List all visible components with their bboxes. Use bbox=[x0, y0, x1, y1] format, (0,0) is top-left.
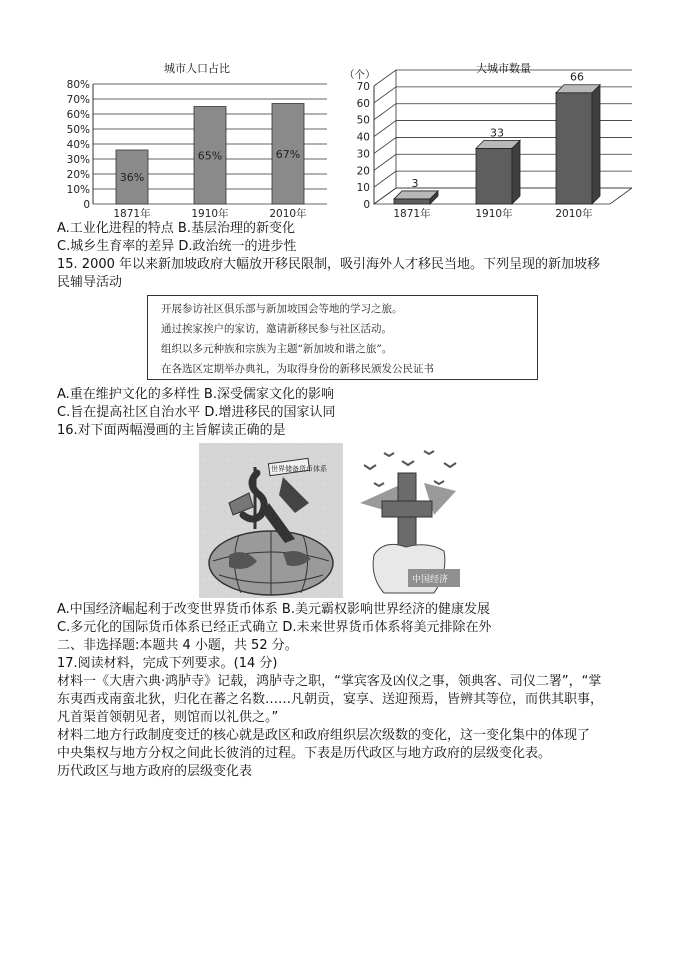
chart1-title: 城市人口占比 bbox=[164, 62, 230, 75]
y-tick-label: 70 bbox=[356, 81, 370, 93]
q17-stem: 17.阅读材料，完成下列要求。(14 分) bbox=[57, 656, 278, 671]
y-tick-label: 10 bbox=[356, 182, 370, 195]
q14-option-ab: A.工业化进程的特点 B.基层治理的新变化 bbox=[57, 221, 295, 236]
y-tick-label: 0 bbox=[83, 199, 90, 211]
q15-box-line: 通过挨家挨户的家访，邀请新移民参与社区活动。 bbox=[161, 323, 392, 335]
y-tick-label: 30 bbox=[356, 148, 370, 161]
bar bbox=[476, 148, 512, 204]
q16-option-ab: A.中国经济崛起利于改变世界货币体系 B.美元霸权影响世界经济的健康发展 bbox=[57, 602, 490, 617]
cartoon-right-caption: 中国经济 bbox=[412, 575, 449, 585]
cartoon-china-economy bbox=[344, 443, 486, 598]
cartoon-dollar-hegemony bbox=[199, 443, 343, 598]
y-axis-unit: （个） bbox=[344, 69, 376, 81]
y-tick-label: 0 bbox=[363, 199, 370, 211]
q14-option-cd: C.城乡生育率的差异 D.政治统一的进步性 bbox=[57, 239, 297, 254]
bar-value-label: 3 bbox=[411, 176, 419, 190]
q17-material1-line: 东夷西戎南蛮北狄，归化在蕃之名数……凡朝贡，宴享、送迎预焉，皆辨其等位，而供其职事， bbox=[57, 692, 604, 707]
x-tick-label: 1871年 bbox=[393, 208, 431, 220]
bar-side bbox=[592, 85, 600, 204]
q16-stem: 16.对下面两幅漫画的主旨解读正确的是 bbox=[57, 423, 286, 438]
q17-material1-line: 材料一《大唐六典·鸿胪寺》记载，鸿胪寺之职，“掌宾客及凶仪之事，领典客、司仪二署”，“掌 bbox=[57, 674, 602, 689]
bar-value-label: 67% bbox=[275, 147, 301, 161]
chart2-title: 大城市数量 bbox=[476, 62, 531, 75]
bar-value-label: 66 bbox=[570, 70, 584, 84]
x-tick-label: 2010年 bbox=[269, 208, 307, 220]
y-tick-label: 20 bbox=[356, 165, 370, 178]
chart-city-population-share bbox=[55, 76, 335, 220]
bar-value-label: 33 bbox=[490, 126, 504, 140]
q15-stem-line2: 民辅导活动 bbox=[57, 275, 123, 290]
bar-value-label: 36% bbox=[119, 171, 145, 184]
x-tick-label: 2010年 bbox=[555, 208, 593, 220]
y-tick-label: 20% bbox=[66, 169, 90, 181]
x-tick-label: 1910年 bbox=[475, 208, 513, 220]
y-tick-label: 50% bbox=[66, 124, 90, 136]
bar-value-label: 65% bbox=[197, 149, 223, 163]
bar-top bbox=[394, 191, 438, 199]
y-tick-label: 40% bbox=[66, 139, 90, 151]
bar-top bbox=[476, 140, 520, 148]
y-tick-label: 40 bbox=[356, 131, 370, 144]
bar bbox=[394, 199, 430, 204]
q17-material1-line: 凡首渠首领朝见者，则馆而以礼供之。” bbox=[57, 710, 279, 725]
q15-stem-line1: 15. 2000 年以来新加坡政府大幅放开移民限制，吸引海外人才移民当地。下列呈现的新加坡移 bbox=[57, 257, 601, 272]
y-tick-label: 60 bbox=[356, 97, 370, 110]
bar bbox=[556, 93, 592, 204]
q15-option-cd: C.旨在提高社区自治水平 D.增进移民的国家认同 bbox=[57, 405, 336, 420]
q15-box-line: 组织以多元种族和宗族为主题“新加坡和谐之旅”。 bbox=[161, 343, 393, 355]
cartoon-left-caption: 世界储备货币体系 bbox=[271, 465, 327, 473]
q15-option-ab: A.重在维护文化的多样性 B.深受儒家文化的影响 bbox=[57, 387, 334, 402]
q17-material2-line: 中央集权与地方分权之间此长彼消的过程。下表是历代政区与地方政府的层级变化表。 bbox=[57, 746, 552, 761]
y-tick-label: 70% bbox=[66, 94, 90, 106]
x-tick-label: 1910年 bbox=[191, 208, 229, 220]
x-tick-label: 1871年 bbox=[113, 208, 151, 220]
q15-box-line: 开展参访社区俱乐部与新加坡国会等地的学习之旅。 bbox=[161, 303, 403, 315]
chart-big-city-count bbox=[342, 66, 632, 220]
q17-table-title: 历代政区与地方政府的层级变化表 bbox=[57, 764, 253, 779]
q15-activity-box bbox=[147, 295, 538, 380]
q15-box-line: 在各选区定期举办典礼，为取得身份的新移民颁发公民证书 bbox=[161, 363, 434, 375]
bar-top bbox=[556, 85, 600, 93]
y-tick-label: 50 bbox=[356, 114, 370, 127]
y-tick-label: 80% bbox=[66, 79, 90, 91]
gridline bbox=[374, 70, 632, 86]
y-tick-label: 30% bbox=[66, 154, 90, 166]
q17-material2-line: 材料二地方行政制度变迁的核心就是政区和政府组织层次级数的变化，这一变化集中的体现了 bbox=[57, 728, 591, 743]
bar-side bbox=[512, 140, 520, 204]
y-tick-label: 10% bbox=[66, 184, 90, 196]
section-heading: 二、非选择题:本题共 4 小题，共 52 分。 bbox=[57, 638, 298, 653]
q16-option-cd: C.多元化的国际货币体系已经正式确立 D.未来世界货币体系将美元排除在外 bbox=[57, 620, 492, 635]
y-tick-label: 60% bbox=[66, 109, 90, 121]
